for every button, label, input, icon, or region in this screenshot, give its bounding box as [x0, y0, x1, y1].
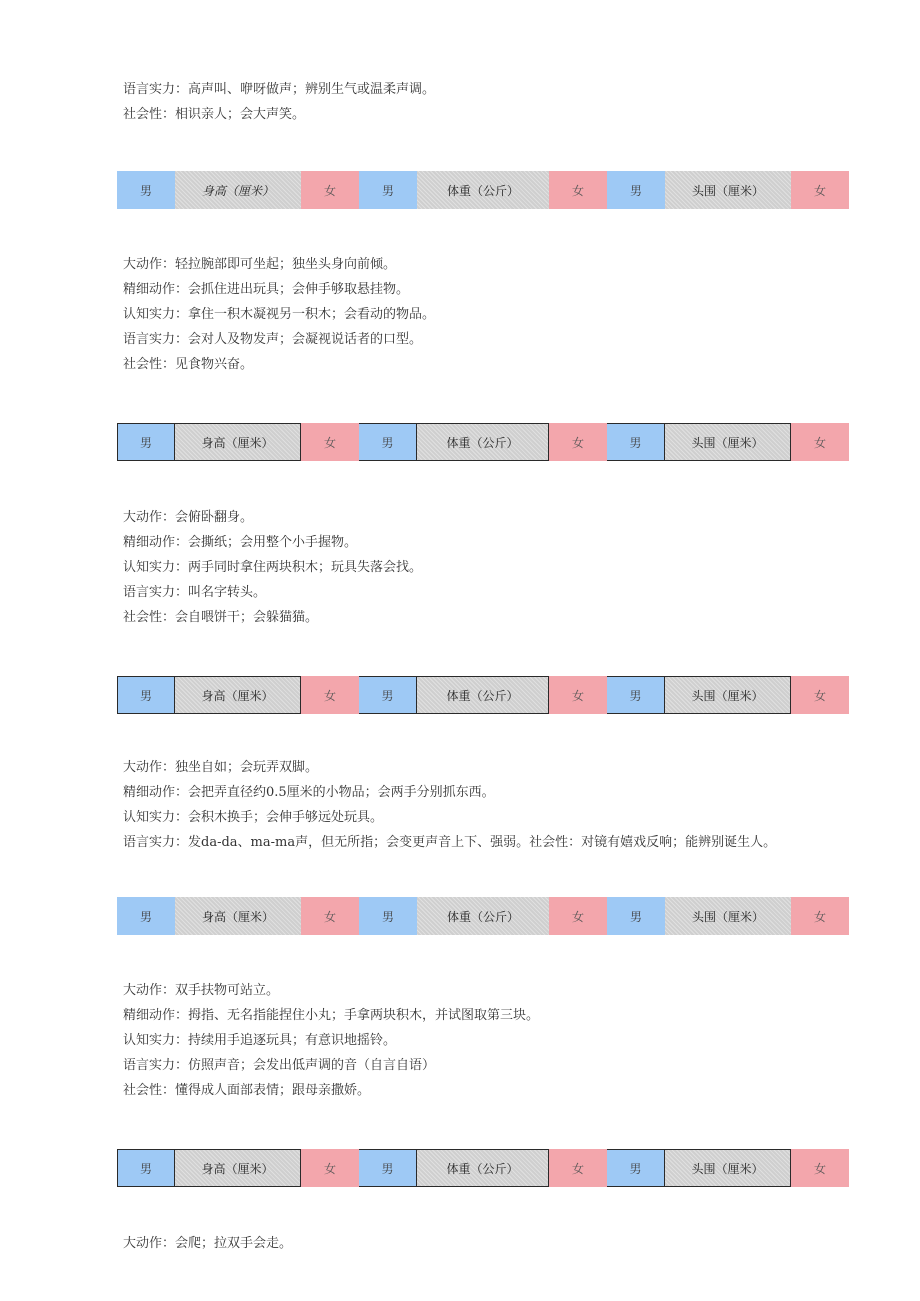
text-line: 精细动作：会撕纸；会用整个小手握物。: [123, 535, 358, 550]
text-line: 精细动作：拇指、无名指能捏住小丸；手拿两块积木，并试图取第三块。: [123, 1008, 540, 1023]
female-cell: 女: [301, 423, 359, 461]
head-circumference-cell: 头围（厘米）: [665, 897, 791, 935]
female-cell: 女: [791, 1149, 849, 1187]
text-line: 社会性：懂得成人面部表情；跟母亲撒娇。: [123, 1083, 371, 1098]
female-cell: 女: [791, 423, 849, 461]
weight-cell: 体重（公斤）: [417, 676, 549, 714]
male-cell: 男: [117, 1149, 175, 1187]
text-line: 语言实力：高声叫、咿呀做声；辨别生气或温柔声调。: [123, 82, 436, 97]
male-cell: 男: [117, 171, 175, 209]
female-cell: 女: [549, 1149, 607, 1187]
female-cell: 女: [301, 1149, 359, 1187]
text-line: 认知实力：会积木换手；会伸手够远处玩具。: [123, 810, 384, 825]
weight-cell: 体重（公斤）: [417, 171, 549, 209]
text-line: 语言实力：发da-da、ma-ma声，但无所指；会变更声音上下、强弱。社会性：对镜有嬉戏反响；能辨别诞生人。: [123, 835, 777, 850]
text-line: 语言实力：叫名字转头。: [123, 585, 267, 600]
text-line: 社会性：相识亲人；会大声笑。: [123, 107, 306, 122]
female-cell: 女: [791, 897, 849, 935]
text-line: 精细动作：会抓住进出玩具；会伸手够取悬挂物。: [123, 282, 410, 297]
male-cell: 男: [607, 171, 665, 209]
male-cell: 男: [117, 676, 175, 714]
growth-table-header-4: [117, 897, 853, 935]
male-cell: 男: [607, 1149, 665, 1187]
growth-table-header-3: [117, 676, 853, 714]
height-cell: 身高（厘米）: [175, 676, 301, 714]
head-circumference-cell: 头围（厘米）: [665, 171, 791, 209]
text-block-6: [123, 1231, 863, 1256]
height-cell: 身高（厘米）: [175, 423, 301, 461]
male-cell: 男: [359, 171, 417, 209]
text-line: 认知实力：持续用手追逐玩具；有意识地摇铃。: [123, 1033, 397, 1048]
female-cell: 女: [791, 171, 849, 209]
weight-cell: 体重（公斤）: [417, 423, 549, 461]
female-cell: 女: [301, 897, 359, 935]
text-line: 认知实力：拿住一积木凝视另一积木；会看动的物品。: [123, 307, 436, 322]
head-circumference-cell: 头围（厘米）: [665, 676, 791, 714]
text-line: 大动作：独坐自如；会玩弄双脚。: [123, 760, 319, 775]
height-cell: 身高（厘米）: [175, 897, 301, 935]
text-line: 语言实力：会对人及物发声；会凝视说话者的口型。: [123, 332, 423, 347]
text-line: 大动作：会俯卧翻身。: [123, 510, 254, 525]
weight-cell: 体重（公斤）: [417, 897, 549, 935]
text-block-5: [123, 978, 863, 1103]
female-cell: 女: [549, 676, 607, 714]
female-cell: 女: [301, 676, 359, 714]
male-cell: 男: [607, 897, 665, 935]
female-cell: 女: [549, 423, 607, 461]
male-cell: 男: [359, 423, 417, 461]
text-line: 认知实力：两手同时拿住两块积木；玩具失落会找。: [123, 560, 423, 575]
female-cell: 女: [549, 897, 607, 935]
male-cell: 男: [117, 423, 175, 461]
text-line: 大动作：会爬；拉双手会走。: [123, 1236, 293, 1251]
text-line: 大动作：双手扶物可站立。: [123, 983, 280, 998]
text-block-1: [123, 77, 863, 127]
growth-table-header-1: [117, 171, 853, 209]
female-cell: 女: [301, 171, 359, 209]
female-cell: 女: [549, 171, 607, 209]
text-line: 社会性：见食物兴奋。: [123, 357, 254, 372]
text-line: 社会性：会自喂饼干；会躲猫猫。: [123, 610, 319, 625]
text-block-2: [123, 252, 863, 377]
text-block-3: [123, 505, 863, 630]
male-cell: 男: [359, 676, 417, 714]
text-block-4: [123, 755, 863, 855]
male-cell: 男: [117, 897, 175, 935]
male-cell: 男: [359, 1149, 417, 1187]
male-cell: 男: [607, 676, 665, 714]
weight-cell: 体重（公斤）: [417, 1149, 549, 1187]
text-line: 精细动作：会把弄直径约0.5厘米的小物品；会两手分别抓东西。: [123, 785, 495, 800]
head-circumference-cell: 头围（厘米）: [665, 423, 791, 461]
female-cell: 女: [791, 676, 849, 714]
growth-table-header-2: [117, 423, 853, 461]
head-circumference-cell: 头围（厘米）: [665, 1149, 791, 1187]
growth-table-header-5: [117, 1149, 853, 1187]
male-cell: 男: [359, 897, 417, 935]
text-line: 大动作：轻拉腕部即可坐起；独坐头身向前倾。: [123, 257, 397, 272]
male-cell: 男: [607, 423, 665, 461]
text-line: 语言实力：仿照声音；会发出低声调的音（自言自语）: [123, 1058, 436, 1073]
height-cell: 身高（厘米）: [175, 1149, 301, 1187]
height-cell: 身高（厘米）: [175, 171, 301, 209]
